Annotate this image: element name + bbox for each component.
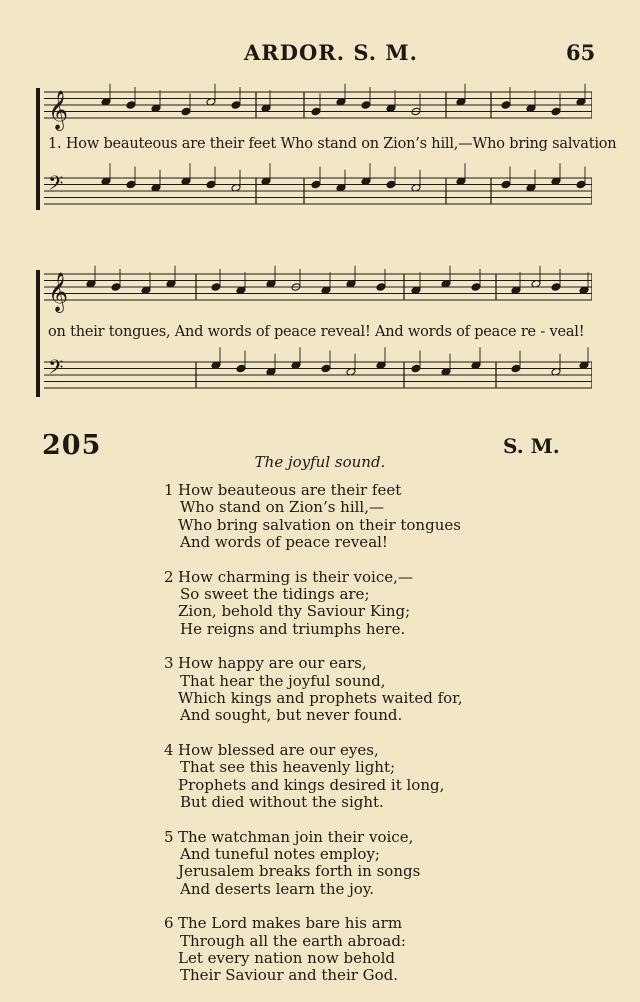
system-bracket <box>36 88 40 210</box>
note-head <box>376 283 386 292</box>
verse-line <box>164 655 494 672</box>
verse-line: That see this heavenly light; <box>180 758 396 777</box>
verse-line: Who bring salvation on their tongues <box>178 515 461 534</box>
verses <box>164 482 494 1002</box>
note-head <box>501 180 511 189</box>
note-head <box>551 283 561 292</box>
verse-line: Prophets and kings desired it long, <box>178 775 445 794</box>
treble-clef: 𝄞 <box>48 90 69 130</box>
note-head <box>311 180 321 189</box>
note-head <box>181 107 191 116</box>
verse-line <box>164 829 494 846</box>
note-head <box>211 283 221 292</box>
hymn-meter: S. M. <box>503 434 560 458</box>
verse-line <box>164 742 494 759</box>
verse-line: And deserts learn the joy. <box>180 879 375 898</box>
verse-line: So sweet the tidings are; <box>180 585 370 604</box>
note-head <box>126 101 136 110</box>
verse <box>164 915 494 985</box>
page-number: 65 <box>566 40 596 65</box>
verse-text: How beauteous are their feet <box>178 481 402 499</box>
verse <box>164 829 494 899</box>
tune-title: ARDOR. S. M. <box>244 40 418 65</box>
verse-line: Through all the earth abroad: <box>180 931 406 950</box>
verse <box>164 569 494 639</box>
verse-line <box>164 482 494 499</box>
lyric-line-2: on their tongues, And words of peace reveal! And words of peace re - veal! <box>48 324 585 340</box>
note-head <box>386 180 396 189</box>
verse-number: 4 <box>164 740 174 759</box>
music-system-2 <box>36 262 592 412</box>
verse <box>164 482 494 552</box>
verse-number: 3 <box>164 654 174 673</box>
verse-line: And tuneful notes employ; <box>180 844 380 863</box>
verse-text: How blessed are our eyes, <box>178 740 379 759</box>
verse-line: He reigns and triumphs here. <box>180 619 406 638</box>
verse-number: 2 <box>164 567 174 586</box>
verse-number: 1 <box>164 481 174 499</box>
verse-number: 6 <box>164 914 174 933</box>
note-head <box>411 364 421 373</box>
verse-line: And words of peace reveal! <box>180 533 388 552</box>
note-head <box>321 364 331 373</box>
verse-line: Which kings and prophets waited for, <box>178 689 463 708</box>
page-header <box>0 40 640 68</box>
note-head <box>311 107 321 116</box>
note-head <box>501 101 511 110</box>
verse-line <box>164 569 494 586</box>
verse-text: The watchman join their voice, <box>178 827 414 846</box>
verse-text: The Lord makes bare his arm <box>178 914 403 933</box>
note-head <box>236 364 246 373</box>
bass-clef: 𝄢 <box>48 355 64 384</box>
note-head <box>551 107 561 116</box>
verse-number: 5 <box>164 827 174 846</box>
verse-line: Zion, behold thy Saviour King; <box>178 602 411 621</box>
verse-line: Let every nation now behold <box>178 948 396 967</box>
lyric-line-1: 1. How beauteous are their feet Who stand on Zion’s hill,—Who bring salvation <box>48 136 617 152</box>
bass-clef: 𝄢 <box>48 171 64 200</box>
verse-line: And sought, but never found. <box>180 706 403 725</box>
note-head <box>361 101 371 110</box>
verse-line: Their Saviour and their God. <box>180 966 399 985</box>
verse <box>164 655 494 725</box>
verse-line: That hear the joyful sound, <box>180 671 386 690</box>
note-head <box>126 180 136 189</box>
verse-text: How charming is their voice,— <box>178 567 413 586</box>
note-head <box>511 364 521 373</box>
verse-text: How happy are our ears, <box>178 654 367 673</box>
note-head <box>206 180 216 189</box>
verse <box>164 742 494 812</box>
hymn-number: 205 <box>42 430 102 461</box>
system-bracket <box>36 270 40 397</box>
note-head <box>471 283 481 292</box>
verse-line: Who stand on Zion’s hill,— <box>180 498 385 517</box>
verse-line: Jerusalem breaks forth in songs <box>178 862 421 881</box>
treble-clef: 𝄞 <box>48 272 69 312</box>
verse-line <box>164 915 494 932</box>
note-head <box>231 101 241 110</box>
verse-line: But died without the sight. <box>180 793 384 812</box>
note-head <box>111 283 121 292</box>
hymn-subtitle: The joyful sound. <box>254 453 386 471</box>
note-head <box>576 180 586 189</box>
music-system-1 <box>36 80 617 215</box>
